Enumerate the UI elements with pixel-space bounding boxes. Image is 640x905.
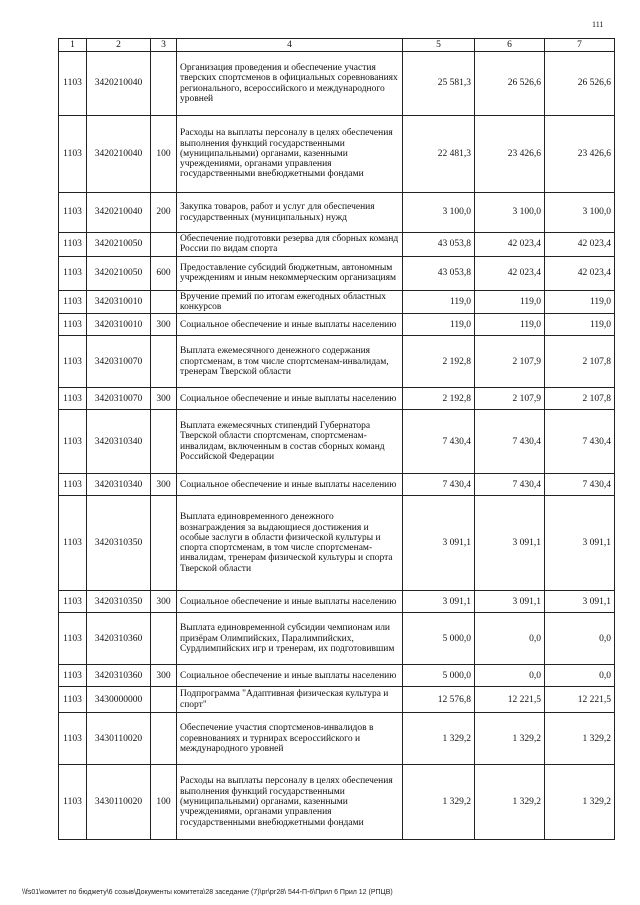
cell-description: Выплата единовременного денежного вознаграждения за выдающиеся достижения и особые заслуги в области физической культуры и спорта спортсменам, в том числе спортсменам-инвалидам, тренерам физической культуры и спорта Тверской области [177,496,403,591]
cell-section-code: 1103 [59,233,87,257]
table-row [59,193,615,233]
cell-target-article: 3420310350 [87,496,151,591]
cell-amount-col-5: 3 100,0 [403,193,475,233]
cell-section-code: 1103 [59,116,87,193]
cell-amount-col-7: 26 526,6 [545,52,615,116]
cell-amount-col-5: 5 000,0 [403,613,475,665]
cell-description: Закупка товаров, работ и услуг для обеспечения государственных (муниципальных) нужд [177,193,403,233]
cell-amount-col-5: 119,0 [403,314,475,336]
table-row [59,336,615,388]
table-row [59,474,615,496]
cell-target-article: 3420310070 [87,336,151,388]
cell-section-code: 1103 [59,765,87,840]
cell-amount-col-7: 1 329,2 [545,765,615,840]
cell-section-code: 1103 [59,687,87,713]
column-header-5: 5 [403,39,475,52]
cell-amount-col-6: 3 100,0 [475,193,545,233]
table-row [59,613,615,665]
budget-table [58,38,615,840]
table-row [59,52,615,116]
cell-expense-type [151,233,177,257]
table-row [59,116,615,193]
column-header-2: 2 [87,39,151,52]
cell-description: Выплата ежемесячных стипендий Губернатора Тверской области спортсменам, спортсменам-инвалидам, включенным в состав сборных команд Российской Федерации [177,410,403,474]
cell-section-code: 1103 [59,52,87,116]
cell-target-article: 3420210050 [87,256,151,290]
table-row [59,496,615,591]
cell-amount-col-5: 2 192,8 [403,388,475,410]
footer-file-path: \\fs01\комитет по бюджету\6 созыв\Документы комитета\28 заседание (7)\рг\рг28\ 544-П-6\Прил 6 Прил 12 (РПЦВ) [22,889,393,896]
cell-amount-col-6: 0,0 [475,665,545,687]
cell-section-code: 1103 [59,474,87,496]
cell-target-article: 3420310360 [87,613,151,665]
cell-section-code: 1103 [59,713,87,765]
cell-target-article: 3430000000 [87,687,151,713]
cell-description: Социальное обеспечение и иные выплаты населению [177,474,403,496]
cell-expense-type [151,613,177,665]
page-number: 111 [592,20,604,29]
cell-amount-col-7: 7 430,4 [545,410,615,474]
cell-target-article: 3420210040 [87,116,151,193]
column-header-1: 1 [59,39,87,52]
cell-amount-col-7: 42 023,4 [545,233,615,257]
cell-expense-type [151,336,177,388]
cell-expense-type [151,687,177,713]
cell-amount-col-7: 119,0 [545,314,615,336]
cell-section-code: 1103 [59,496,87,591]
cell-description: Социальное обеспечение и иные выплаты населению [177,388,403,410]
table-row [59,410,615,474]
cell-expense-type [151,410,177,474]
cell-expense-type: 300 [151,388,177,410]
cell-description: Выплата единовременной субсидии чемпионам или призёрам Олимпийских, Паралимпийских, Сурдлимпийских игр и тренерам, их подготовившим [177,613,403,665]
cell-amount-col-7: 3 100,0 [545,193,615,233]
cell-amount-col-5: 7 430,4 [403,410,475,474]
cell-target-article: 3420310350 [87,591,151,613]
cell-target-article: 3420310340 [87,474,151,496]
cell-expense-type: 300 [151,591,177,613]
cell-amount-col-6: 1 329,2 [475,713,545,765]
cell-amount-col-7: 3 091,1 [545,591,615,613]
cell-amount-col-7: 1 329,2 [545,713,615,765]
cell-section-code: 1103 [59,591,87,613]
cell-amount-col-6: 2 107,9 [475,388,545,410]
cell-expense-type: 600 [151,256,177,290]
cell-amount-col-7: 0,0 [545,613,615,665]
cell-target-article: 3420310010 [87,290,151,314]
cell-target-article: 3420310070 [87,388,151,410]
cell-amount-col-7: 12 221,5 [545,687,615,713]
cell-amount-col-6: 7 430,4 [475,474,545,496]
cell-expense-type: 300 [151,665,177,687]
cell-section-code: 1103 [59,193,87,233]
cell-expense-type: 100 [151,116,177,193]
cell-section-code: 1103 [59,336,87,388]
cell-amount-col-7: 3 091,1 [545,496,615,591]
cell-target-article: 3420210050 [87,233,151,257]
table-header-row [59,39,615,52]
table-row [59,713,615,765]
cell-target-article: 3420310010 [87,314,151,336]
cell-description: Расходы на выплаты персоналу в целях обеспечения выполнения функций государственными (муниципальными) органами, казенными учреждениями, органами управления государственными внебюджетными фондами [177,116,403,193]
column-header-7: 7 [545,39,615,52]
cell-amount-col-5: 5 000,0 [403,665,475,687]
cell-amount-col-6: 119,0 [475,314,545,336]
cell-amount-col-5: 7 430,4 [403,474,475,496]
cell-expense-type [151,713,177,765]
cell-amount-col-5: 12 576,8 [403,687,475,713]
table-row [59,388,615,410]
cell-amount-col-5: 3 091,1 [403,591,475,613]
cell-expense-type [151,52,177,116]
table-row [59,765,615,840]
cell-description: Подпрограмма "Адаптивная физическая культура и спорт" [177,687,403,713]
cell-target-article: 3420210040 [87,52,151,116]
cell-amount-col-7: 119,0 [545,290,615,314]
table-row [59,233,615,257]
table-row [59,290,615,314]
cell-amount-col-5: 25 581,3 [403,52,475,116]
cell-amount-col-6: 2 107,9 [475,336,545,388]
cell-amount-col-5: 22 481,3 [403,116,475,193]
cell-amount-col-6: 3 091,1 [475,591,545,613]
cell-amount-col-5: 2 192,8 [403,336,475,388]
cell-amount-col-6: 23 426,6 [475,116,545,193]
cell-description: Выплата ежемесячного денежного содержания спортсменам, в том числе спортсменам-инвалидам, тренерам Тверской области [177,336,403,388]
cell-amount-col-6: 119,0 [475,290,545,314]
cell-section-code: 1103 [59,314,87,336]
column-header-6: 6 [475,39,545,52]
cell-amount-col-7: 42 023,4 [545,256,615,290]
cell-section-code: 1103 [59,256,87,290]
cell-section-code: 1103 [59,613,87,665]
cell-expense-type [151,496,177,591]
cell-amount-col-7: 23 426,6 [545,116,615,193]
cell-amount-col-7: 7 430,4 [545,474,615,496]
cell-amount-col-7: 2 107,8 [545,336,615,388]
cell-amount-col-5: 3 091,1 [403,496,475,591]
cell-amount-col-7: 2 107,8 [545,388,615,410]
table-body [59,52,615,840]
cell-section-code: 1103 [59,665,87,687]
cell-amount-col-6: 1 329,2 [475,765,545,840]
cell-target-article: 3430110020 [87,713,151,765]
cell-description: Обеспечение подготовки резерва для сборных команд России по видам спорта [177,233,403,257]
cell-section-code: 1103 [59,388,87,410]
cell-description: Обеспечение участия спортсменов-инвалидов в соревнованиях и турнирах всероссийского и международного уровней [177,713,403,765]
cell-expense-type [151,290,177,314]
cell-amount-col-6: 0,0 [475,613,545,665]
cell-amount-col-7: 0,0 [545,665,615,687]
column-header-3: 3 [151,39,177,52]
cell-amount-col-5: 43 053,8 [403,256,475,290]
cell-target-article: 3420310340 [87,410,151,474]
cell-expense-type: 300 [151,474,177,496]
column-header-4: 4 [177,39,403,52]
cell-amount-col-6: 12 221,5 [475,687,545,713]
table-row [59,665,615,687]
cell-description: Организация проведения и обеспечение участия тверских спортсменов в официальных соревнованиях регионального, всероссийского и международного уровней [177,52,403,116]
cell-description: Вручение премий по итогам ежегодных областных конкурсов [177,290,403,314]
cell-description: Социальное обеспечение и иные выплаты населению [177,314,403,336]
table-row [59,314,615,336]
cell-amount-col-6: 26 526,6 [475,52,545,116]
table-row [59,687,615,713]
cell-expense-type: 200 [151,193,177,233]
cell-amount-col-5: 43 053,8 [403,233,475,257]
cell-expense-type: 300 [151,314,177,336]
cell-description: Социальное обеспечение и иные выплаты населению [177,591,403,613]
cell-description: Социальное обеспечение и иные выплаты населению [177,665,403,687]
cell-amount-col-5: 1 329,2 [403,713,475,765]
table-row [59,256,615,290]
table-row [59,591,615,613]
cell-section-code: 1103 [59,290,87,314]
cell-target-article: 3420310360 [87,665,151,687]
cell-target-article: 3420210040 [87,193,151,233]
cell-amount-col-5: 119,0 [403,290,475,314]
cell-amount-col-6: 3 091,1 [475,496,545,591]
cell-amount-col-6: 42 023,4 [475,256,545,290]
cell-amount-col-5: 1 329,2 [403,765,475,840]
cell-expense-type: 100 [151,765,177,840]
cell-section-code: 1103 [59,410,87,474]
cell-amount-col-6: 7 430,4 [475,410,545,474]
cell-target-article: 3430110020 [87,765,151,840]
cell-description: Предоставление субсидий бюджетным, автономным учреждениям и иным некоммерческим организациям [177,256,403,290]
cell-description: Расходы на выплаты персоналу в целях обеспечения выполнения функций государственными (муниципальными) органами, казенными учреждениями, органами управления государственными внебюджетными фондами [177,765,403,840]
cell-amount-col-6: 42 023,4 [475,233,545,257]
